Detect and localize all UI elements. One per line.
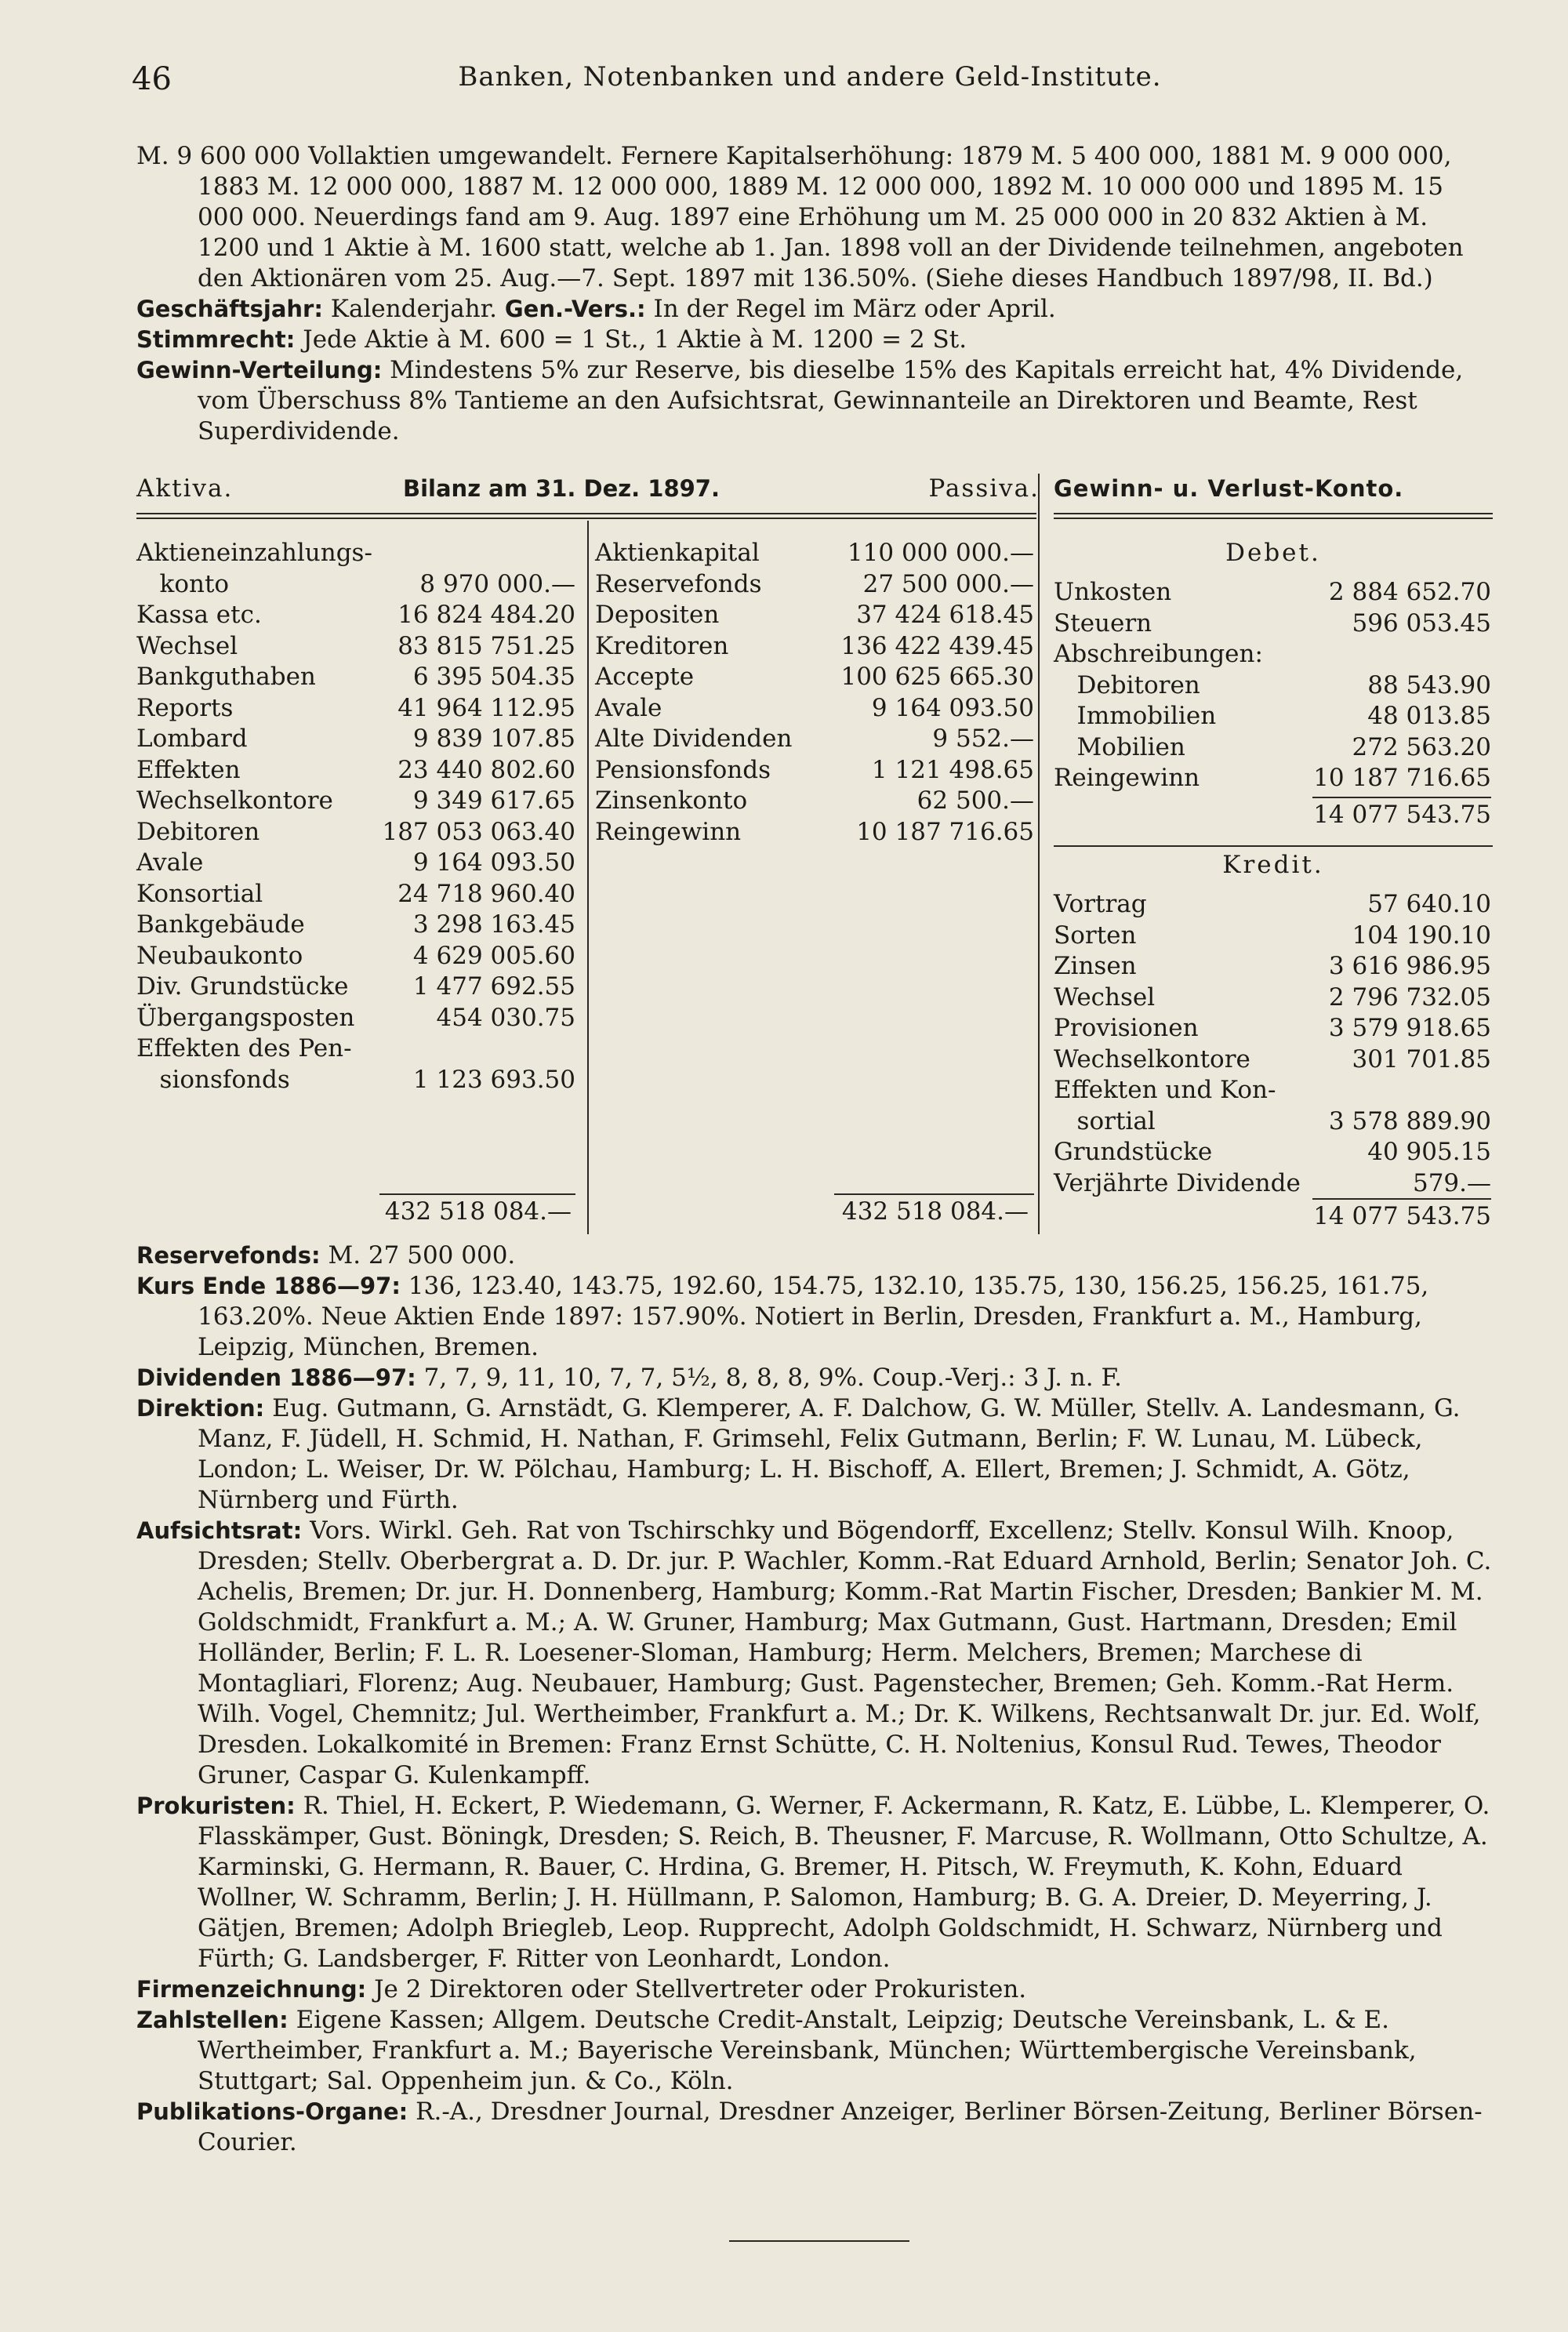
debet-row-label: Steuern [1054, 608, 1152, 637]
debet-row-value: 88 543.90 [1367, 670, 1491, 699]
passiva-row-value: 9 552.— [932, 725, 1034, 753]
aktiva-row-label: Avale [136, 848, 204, 877]
aktiva-row-value: 1 477 692.55 [412, 972, 575, 1001]
aktiva-row-value: 23 440 802.60 [397, 755, 575, 784]
balance-sheet [136, 474, 1493, 1234]
aktiva-row [136, 786, 575, 817]
debet-row-label: Immobilien [1054, 702, 1217, 730]
debet-row [1054, 670, 1491, 702]
aufsichtsrat-paragraph: Aufsichtsrat: Vors. Wirkl. Geh. Rat von Tschirschky und Bögendorff, Excellenz; Stellv. Konsul Wilh. Knoop, Dresden; Stellv. Oberbergrat a. D. Dr. jur. P. Wachler, Komm.-Rat Eduard Arnhold, Berlin; Senator Joh. C. Achelis, Bremen; Dr. jur. H. Donnenberg, Hamburg; Komm.-Rat Martin Fischer, Dresden; Bankier M. M. Goldschmidt, Frankfurt a. M.; A. W. Gruner, Hamburg; Max Gutmann, Gust. Hartmann, Dresden; Emil Holländer, Berlin; F. L. R. Loesener-Sloman, Hamburg; Herm. Melchers, Bremen; Marchese di Montagliari, Florenz; Aug. Neubauer, Hamburg; Gust. Pagenstecher, Bremen; Geh. Komm.-Rat Herm. Wilh. Vogel, Chemnitz; Jul. Wertheimber, Frankfurt a. M.; Dr. K. Wilkens, Rechtsanwalt Dr. jur. Ed. Wolf, Dresden. Lokalkomité in Bremen: Franz Ernst Schütte, C. H. Noltenius, Konsul Rud. Tewes, Theodor Gruner, Caspar G. Kulenkampff. [136, 1517, 1492, 1789]
debet-total-rule [1312, 797, 1491, 798]
firmenzeichnung-line: Firmenzeichnung: Je 2 Direktoren oder Stellvertreter oder Prokuristen. [136, 1975, 1027, 2003]
kredit-label: Kredit. [1222, 851, 1324, 879]
aktiva-row [136, 972, 575, 1003]
kredit-total-rule [1312, 1198, 1491, 1200]
aktiva-total: 432 518 084.— [384, 1197, 572, 1226]
aktiva-column [136, 538, 575, 1095]
aktiva-row-label: Aktieneinzahlungs- [136, 539, 372, 567]
passiva-row [595, 662, 1034, 693]
kredit-row-label: Vortrag [1054, 890, 1147, 918]
debet-row-label: Mobilien [1054, 732, 1185, 761]
debet-row-label: Unkosten [1054, 578, 1172, 606]
aktiva-row [136, 662, 575, 693]
page-number: 46 [132, 61, 172, 97]
kredit-row [1054, 951, 1491, 983]
kredit-row-value: 2 796 732.05 [1328, 983, 1491, 1012]
aktiva-row-value: 9 349 617.65 [412, 786, 575, 815]
debet-row-value: 596 053.45 [1352, 608, 1491, 637]
kredit-row [1054, 889, 1491, 921]
details-section [136, 1240, 1493, 2158]
aktiva-row-value: 41 964 112.95 [397, 693, 575, 722]
debet-row-value: 2 884 652.70 [1328, 578, 1491, 606]
kredit-row-value: 301 701.85 [1352, 1044, 1491, 1073]
passiva-row-label: Reservefonds [595, 569, 762, 598]
kredit-row-label: Provisionen [1054, 1014, 1199, 1042]
passiva-row [595, 631, 1034, 663]
passiva-row [595, 755, 1034, 786]
aktiva-row-label: Übergangsposten [136, 1003, 355, 1032]
stimmrecht-line: Stimmrecht: Jede Aktie à M. 600 = 1 St., 1 Aktie à M. 1200 = 2 St. [136, 325, 967, 354]
kredit-row [1054, 983, 1491, 1014]
aktiva-row [136, 1033, 575, 1065]
debet-row [1054, 608, 1491, 640]
debet-section [1054, 538, 1493, 569]
passiva-row [595, 693, 1034, 725]
debet-column [1054, 577, 1491, 794]
kredit-row-value: 3 579 918.65 [1328, 1014, 1491, 1042]
balance-top-rule-2 [136, 518, 1036, 519]
aktiva-row-label: Kassa etc. [136, 601, 262, 629]
aktiva-row [136, 1065, 575, 1096]
passiva-row [595, 538, 1034, 569]
aktiva-row [136, 910, 575, 941]
aktiva-row-label: Debitoren [136, 817, 260, 846]
aktiva-row-value: 1 123 693.50 [412, 1065, 575, 1094]
balance-title: Bilanz am 31. Dez. 1897. [403, 475, 720, 502]
aktiva-row-value: 187 053 063.40 [382, 817, 575, 846]
guv-top-rule [1054, 513, 1493, 514]
aktiva-row [136, 817, 575, 848]
aktiva-row-value: 6 395 504.35 [412, 663, 575, 691]
kredit-row [1054, 1137, 1491, 1168]
debet-kredit-rule [1054, 845, 1493, 847]
aktiva-row-label: konto [136, 569, 230, 598]
passiva-row-label: Kreditoren [595, 631, 729, 660]
guv-title: Gewinn- u. Verlust-Konto. [1054, 475, 1404, 502]
balance-top-rule [136, 513, 1036, 514]
kredit-row-label: Sorten [1054, 921, 1137, 950]
aktiva-total-rule [379, 1193, 575, 1195]
balance-header [136, 474, 1040, 508]
passiva-row-label: Accepte [595, 663, 695, 691]
aktiva-row [136, 693, 575, 725]
aktiva-row [136, 941, 575, 972]
aktiva-row-label: Wechselkontore [136, 786, 333, 815]
kredit-row-value: 579.— [1412, 1168, 1491, 1197]
debet-row [1054, 763, 1491, 794]
passiva-column [595, 538, 1034, 848]
passiva-row [595, 817, 1034, 848]
guv-top-rule-2 [1054, 518, 1493, 519]
kredit-row-label: Wechsel [1054, 983, 1156, 1012]
aktiva-row-value: 4 629 005.60 [412, 941, 575, 970]
gewinn-verteilung-paragraph: Gewinn-Verteilung: Mindestens 5% zur Reserve, bis dieselbe 15% des Kapitals erreicht hat, 4% Dividende, vom Überschuss 8% Tantieme an den Aufsichtsrat, Gewinnanteile an Direktoren und Beamte, Rest Superdividende. [136, 356, 1464, 445]
aktiva-row-value: 3 298 163.45 [412, 910, 575, 939]
aktiva-row-label: Effekten des Pen- [136, 1034, 352, 1062]
debet-row [1054, 639, 1491, 670]
kredit-row-value: 57 640.10 [1367, 890, 1491, 918]
direktion-paragraph: Direktion: Eug. Gutmann, G. Arnstädt, G. Klemperer, A. F. Dalchow, G. W. Müller, Stellv. A. Landesmann, G. Manz, F. Jüdell, H. Schmid, H. Nathan, F. Grimsehl, Felix Gutmann, Berlin; F. W. Lunau, M. Lübeck, London; L. Weiser, Dr. W. Pölchau, Hamburg; L. H. Bischoff, A. Ellert, Bremen; J. Schmidt, A. Götz, Nürnberg und Fürth. [136, 1394, 1461, 1514]
debet-row-label: Reingewinn [1054, 764, 1200, 792]
debet-row [1054, 701, 1491, 732]
aktiva-row-label: Lombard [136, 725, 248, 753]
kredit-row [1054, 1013, 1491, 1044]
aktiva-row-label: Neubaukonto [136, 941, 303, 970]
aktiva-row-value: 8 970 000.— [419, 569, 575, 598]
kredit-column [1054, 889, 1491, 1199]
passiva-row-value: 9 164 093.50 [871, 693, 1034, 722]
kredit-row-value: 3 578 889.90 [1328, 1106, 1491, 1135]
aktiva-row-label: Div. Grundstücke [136, 972, 349, 1001]
aktiva-row [136, 538, 575, 569]
passiva-total: 432 518 084.— [841, 1197, 1029, 1226]
kurs-paragraph: Kurs Ende 1886—97: 136, 123.40, 143.75, 192.60, 154.75, 132.10, 135.75, 130, 156.25, 156.25, 161.75, 163.20%. Neue Aktien Ende 1897: 157.90%. Notiert in Berlin, Dresden, Frankfurt a. M., Hamburg, Leipzig, München, Bremen. [136, 1272, 1429, 1361]
capital-history-paragraph: M. 9 600 000 Vollaktien umgewandelt. Fernere Kapitalserhöhung: 1879 M. 5 400 000, 1881 M. 9 000 000, 1883 M. 12 000 000, 1887 M. 12 000 000, 1889 M. 12 000 000, 1892 M. 10 000 000 und 1895 M. 15 000 000. Neuerdings fand am 9. Aug. 1897 eine Erhöhung um M. 25 000 000 in 20 832 Aktien à M. 1200 und 1 Aktie à M. 1600 statt, welche ab 1. Jan. 1898 voll an der Dividende teilnehmen, angeboten den Aktionären vom 25. Aug.—7. Sept. 1897 mit 136.50%. (Siehe dieses Handbuch 1897/98, II. Bd.) [136, 142, 1464, 292]
passiva-row-label: Depositen [595, 601, 720, 629]
kredit-row [1054, 921, 1491, 952]
aktiva-row-label: Effekten [136, 755, 241, 784]
passiva-row-label: Aktienkapital [595, 539, 760, 567]
aktiva-row [136, 755, 575, 786]
kredit-section [1054, 850, 1493, 881]
aktiva-row [136, 724, 575, 755]
aktiva-row-label: Wechsel [136, 631, 238, 660]
publikation-paragraph: Publikations-Organe: R.-A., Dresdner Journal, Dresdner Anzeiger, Berliner Börsen-Zeitung, Berliner Börsen-Courier. [136, 2098, 1483, 2156]
aktiva-row [136, 569, 575, 601]
passiva-row [595, 569, 1034, 601]
aktiva-row-value: 9 164 093.50 [412, 848, 575, 877]
aktiva-row-value: 9 839 107.85 [412, 725, 575, 753]
debet-row [1054, 577, 1491, 608]
debet-row-value: 272 563.20 [1352, 732, 1491, 761]
aktiva-row [136, 631, 575, 663]
aktiva-row-value: 83 815 751.25 [397, 631, 575, 660]
intro-section [136, 141, 1493, 447]
dividenden-line: Dividenden 1886—97: 7, 7, 9, 11, 10, 7, 7, 5½, 8, 8, 8, 9%. Coup.-Verj.: 3 J. n. F. [136, 1364, 1122, 1392]
aktiva-row-value: 454 030.75 [436, 1003, 575, 1032]
passiva-row [595, 724, 1034, 755]
kredit-row-value: 104 190.10 [1352, 921, 1491, 950]
passiva-row-value: 100 625 665.30 [840, 663, 1034, 691]
prokuristen-paragraph: Prokuristen: R. Thiel, H. Eckert, P. Wiedemann, G. Werner, F. Ackermann, R. Katz, E. Lübbe, L. Klemperer, O. Flasskämper, Gust. Böningk, Dresden; S. Reich, B. Theusner, F. Marcuse, R. Wollmann, Otto Schultze, A. Karminski, G. Hermann, R. Bauer, C. Hrdina, G. Bremer, H. Pitsch, W. Freymuth, K. Kohn, Eduard Wollner, W. Schramm, Berlin; J. H. Hüllmann, P. Salomon, Hamburg; B. G. A. Dreier, D. Meyerring, J. Gätjen, Bremen; Adolph Briegleb, Leop. Rupprecht, Adolph Goldschmidt, H. Schwarz, Nürnberg und Fürth; G. Landsberger, F. Ritter von Leonhardt, London. [136, 1792, 1490, 1973]
aktiva-row-label: Bankguthaben [136, 663, 316, 691]
aktiva-row-label: Konsortial [136, 879, 263, 908]
aktiva-row [136, 879, 575, 910]
kredit-total: 14 077 543.75 [1313, 1202, 1491, 1230]
kredit-row-label: Effekten und Kon- [1054, 1076, 1276, 1104]
passiva-row [595, 600, 1034, 631]
passiva-row-label: Reingewinn [595, 817, 742, 846]
kredit-row-label: Grundstücke [1054, 1138, 1213, 1166]
geschaeftsjahr-line: Geschäftsjahr: Kalenderjahr. Gen.-Vers.: In der Regel im März oder April. [136, 295, 1056, 323]
debet-total: 14 077 543.75 [1313, 801, 1491, 829]
debet-row [1054, 732, 1491, 764]
passiva-row-value: 1 121 498.65 [871, 755, 1034, 784]
passiva-row-value: 110 000 000.— [847, 539, 1034, 567]
aktiva-row-value: 24 718 960.40 [397, 879, 575, 908]
kredit-row [1054, 1106, 1491, 1138]
page-header [132, 61, 1488, 108]
passiva-row-value: 62 500.— [916, 786, 1034, 815]
debet-row-label: Abschreibungen: [1054, 640, 1263, 668]
debet-row-label: Debitoren [1054, 670, 1200, 699]
balance-divider [587, 521, 589, 1234]
aktiva-row [136, 1003, 575, 1034]
end-rule [729, 2240, 909, 2242]
passiva-row-label: Avale [595, 693, 662, 722]
debet-label: Debet. [1225, 539, 1321, 567]
aktiva-row-label: Reports [136, 693, 234, 722]
passiva-row-value: 136 422 439.45 [840, 631, 1034, 660]
debet-row-value: 10 187 716.65 [1313, 764, 1491, 792]
kredit-row-label: Verjährte Dividende [1054, 1168, 1301, 1197]
passiva-row [595, 786, 1034, 817]
kredit-row [1054, 1168, 1491, 1200]
aktiva-row-label: sionsfonds [136, 1065, 290, 1094]
aktiva-row-label: Bankgebäude [136, 910, 305, 939]
kredit-row-label: Wechselkontore [1054, 1044, 1250, 1073]
passiva-row-value: 37 424 618.45 [856, 601, 1034, 629]
kredit-row-label: sortial [1054, 1106, 1156, 1135]
passiva-row-label: Alte Dividenden [595, 725, 793, 753]
kredit-row-label: Zinsen [1054, 952, 1137, 980]
reservefonds-line: Reservefonds: M. 27 500 000. [136, 1241, 516, 1270]
kredit-row-value: 40 905.15 [1367, 1138, 1491, 1166]
debet-row-value: 48 013.85 [1367, 702, 1491, 730]
aktiva-row [136, 600, 575, 631]
aktiva-row-value: 16 824 484.20 [397, 601, 575, 629]
passiva-total-rule [834, 1193, 1034, 1195]
kredit-row-value: 3 616 986.95 [1328, 952, 1491, 980]
zahlstellen-paragraph: Zahlstellen: Eigene Kassen; Allgem. Deutsche Credit-Anstalt, Leipzig; Deutsche Vereinsbank, L. & E. Wertheimber, Frankfurt a. M.; Bayerische Vereinsbank, München; Württembergische Vereinsbank, Stuttgart; Sal. Oppenheim jun. & Co., Köln. [136, 2006, 1417, 2095]
kredit-row [1054, 1044, 1491, 1076]
kredit-row [1054, 1075, 1491, 1106]
passiva-row-value: 10 187 716.65 [856, 817, 1034, 846]
passiva-label: Passiva. [928, 474, 1040, 503]
passiva-row-label: Pensionsfonds [595, 755, 771, 784]
guv-divider [1038, 474, 1040, 1234]
aktiva-row [136, 848, 575, 879]
passiva-row-value: 27 500 000.— [862, 569, 1034, 598]
passiva-row-label: Zinsenkonto [595, 786, 748, 815]
running-title: Banken, Notenbanken und andere Geld-Institute. [458, 61, 1162, 93]
aktiva-label: Aktiva. [136, 474, 234, 503]
